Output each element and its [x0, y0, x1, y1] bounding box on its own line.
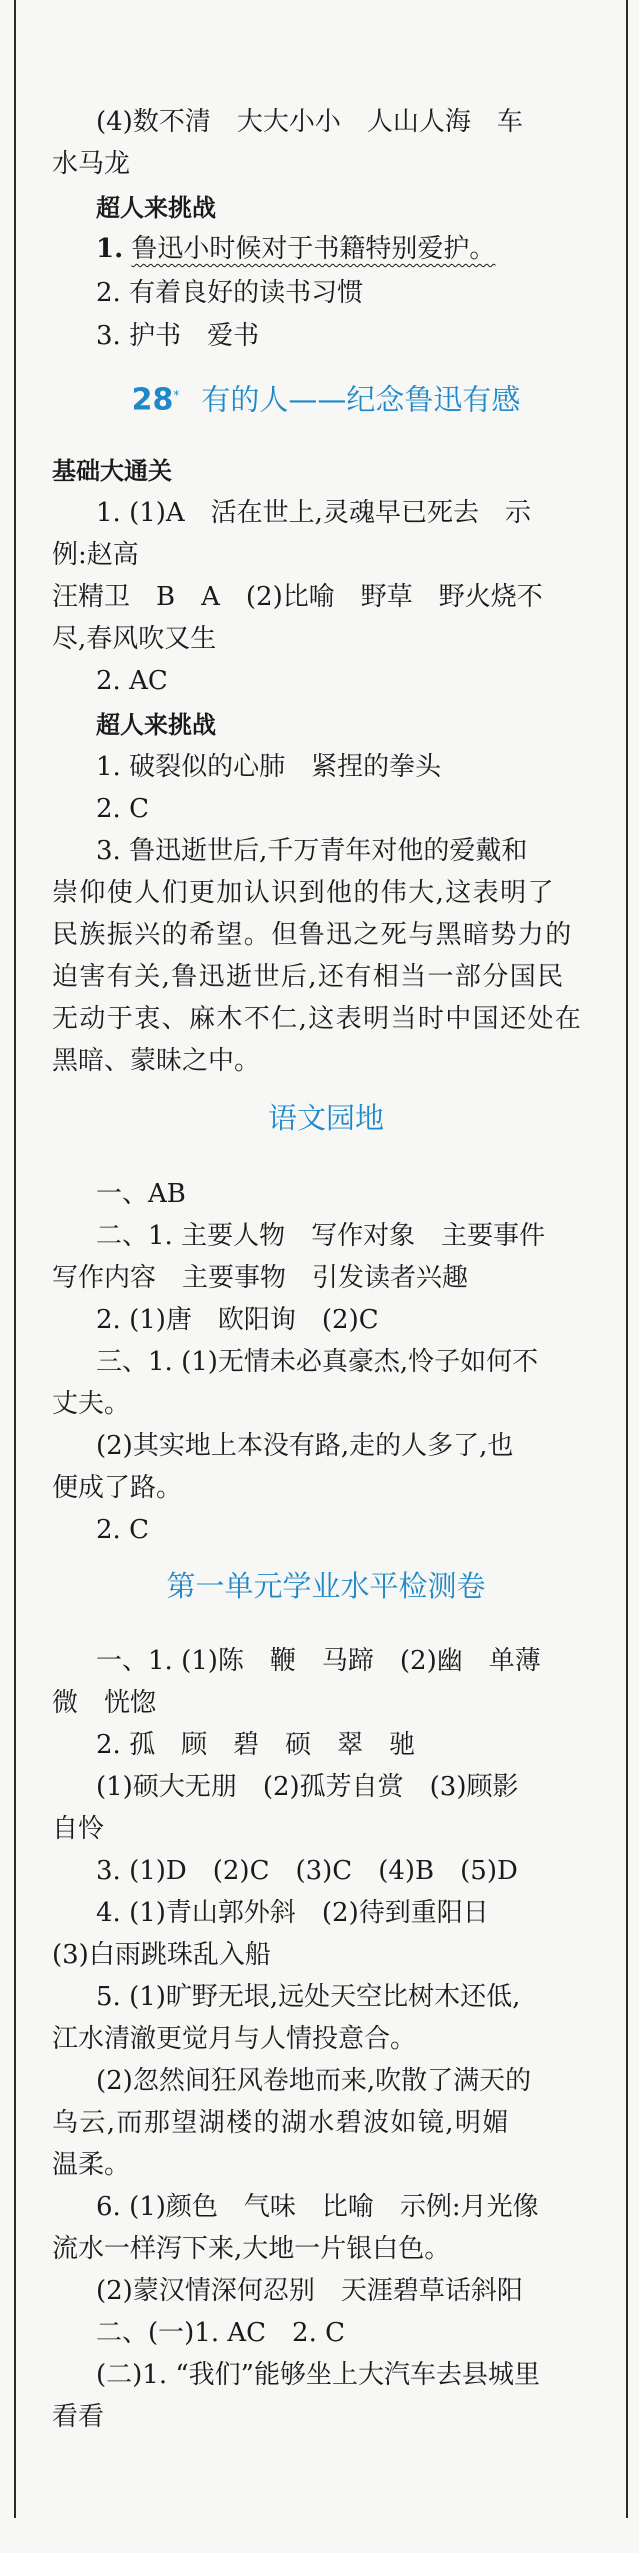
- text-line: (1)硕大无朋 (2)孤芳自赏 (3)顾影: [96, 1772, 519, 1802]
- text-line: 汪精卫 B A (2)比喻 野草 野火烧不: [52, 582, 543, 612]
- text-line: 2. C: [96, 1515, 149, 1545]
- text-line: 一、AB: [96, 1179, 186, 1209]
- text-line: 5. (1)旷野无垠,远处天空比树木还低,: [96, 1982, 521, 2012]
- text-line: 4. (1)青山郭外斜 (2)待到重阳日: [96, 1898, 489, 1928]
- text-line: 2. 孤 顾 碧 硕 翠 驰: [96, 1730, 416, 1760]
- left-margin-rule: [14, 0, 16, 2518]
- lesson-number: 28: [131, 382, 174, 418]
- text-line: 6. (1)颜色 气味 比喻 示例:月光像: [96, 2192, 539, 2222]
- text-line: 2. (1)唐 欧阳询 (2)C: [96, 1305, 379, 1335]
- text-line: 江水清澈更觉月与人情投意合。: [52, 2024, 417, 2054]
- text-line: 三、1. (1)无情未必真豪杰,怜子如何不: [96, 1347, 539, 1377]
- section-heading-unit-test: 第一单元学业水平检测卷: [166, 1569, 486, 1603]
- text-line: 3. (1)D (2)C (3)C (4)B (5)D: [96, 1856, 518, 1886]
- text-line: (2)忽然间狂风卷地而来,吹散了满天的: [96, 2066, 532, 2096]
- wavy-underlined-answer: 鲁迅小时候对于书籍特别爱护。: [131, 234, 496, 264]
- text-line: 微 恍惚: [52, 1688, 157, 1718]
- answer-line: 3. 护书 爱书: [96, 321, 260, 351]
- section-subheading: 基础大通关: [52, 457, 172, 485]
- answer-line: [96, 233, 495, 265]
- text-line: 1. (1)A 活在世上,灵魂早已死去 示: [96, 498, 531, 528]
- text-line: 水马龙: [52, 149, 131, 179]
- text-line: 写作内容 主要事物 引发读者兴趣: [52, 1263, 469, 1293]
- lesson-title: 有的人——纪念鲁迅有感: [201, 382, 521, 417]
- text-line: (2)蒙汉情深何忍别 天涯碧草话斜阳: [96, 2276, 523, 2306]
- text-line: 便成了路。: [52, 1473, 183, 1503]
- optional-star-mark: *: [173, 388, 180, 402]
- section-heading-yuwen-yuandi: 语文园地: [267, 1101, 384, 1135]
- right-margin-rule: [626, 0, 628, 2518]
- text-line: 2. AC: [96, 666, 168, 696]
- text-line: 例:赵高: [52, 540, 139, 570]
- text-line: (二)1. “我们”能够坐上大汽车去县城里: [96, 2360, 540, 2390]
- text-line: 尽,春风吹又生: [52, 624, 217, 654]
- text-line: 民族振兴的希望。但鲁迅之死与黑暗势力的: [52, 920, 573, 950]
- answer-line: 2. 有着良好的读书习惯: [96, 278, 364, 308]
- text-line: 一、1. (1)陈 鞭 马蹄 (2)幽 单薄: [96, 1646, 541, 1676]
- section-subheading: 超人来挑战: [96, 194, 216, 222]
- text-line: 3. 鲁迅逝世后,千万青年对他的爱戴和: [96, 836, 528, 866]
- text-line: (3)白雨跳珠乱入船: [52, 1940, 271, 1970]
- text-line: (2)其实地上本没有路,走的人多了,也: [96, 1431, 514, 1461]
- text-line: 温柔。: [52, 2150, 131, 2180]
- text-line: 无动于衷、麻木不仁,这表明当时中国还处在: [52, 1004, 583, 1034]
- text-line: 看看: [52, 2402, 105, 2432]
- text-line: 2. C: [96, 794, 149, 824]
- text-line: 流水一样泻下来,大地一片银白色。: [52, 2234, 451, 2264]
- text-line: (4)数不清 大大小小 人山人海 车: [96, 107, 523, 137]
- lesson-heading-28: [52, 377, 600, 419]
- section-subheading: 超人来挑战: [96, 711, 216, 739]
- text-line: 自怜: [52, 1814, 105, 1844]
- text-line: 二、1. 主要人物 写作对象 主要事件: [96, 1221, 546, 1251]
- text-line: 乌云,而那望湖楼的湖水碧波如镜,明媚: [52, 2108, 510, 2138]
- text-line: 丈夫。: [52, 1389, 131, 1419]
- text-line: 黑暗、蒙昧之中。: [52, 1046, 261, 1076]
- question-number: 1.: [96, 234, 124, 264]
- text-line: 崇仰使人们更加认识到他的伟大,这表明了: [52, 878, 555, 908]
- text-line: 二、(一)1. AC 2. C: [96, 2318, 345, 2348]
- text-line: 迫害有关,鲁迅逝世后,还有相当一部分国民: [52, 962, 565, 992]
- text-line: 1. 破裂似的心肺 紧捏的拳头: [96, 752, 442, 782]
